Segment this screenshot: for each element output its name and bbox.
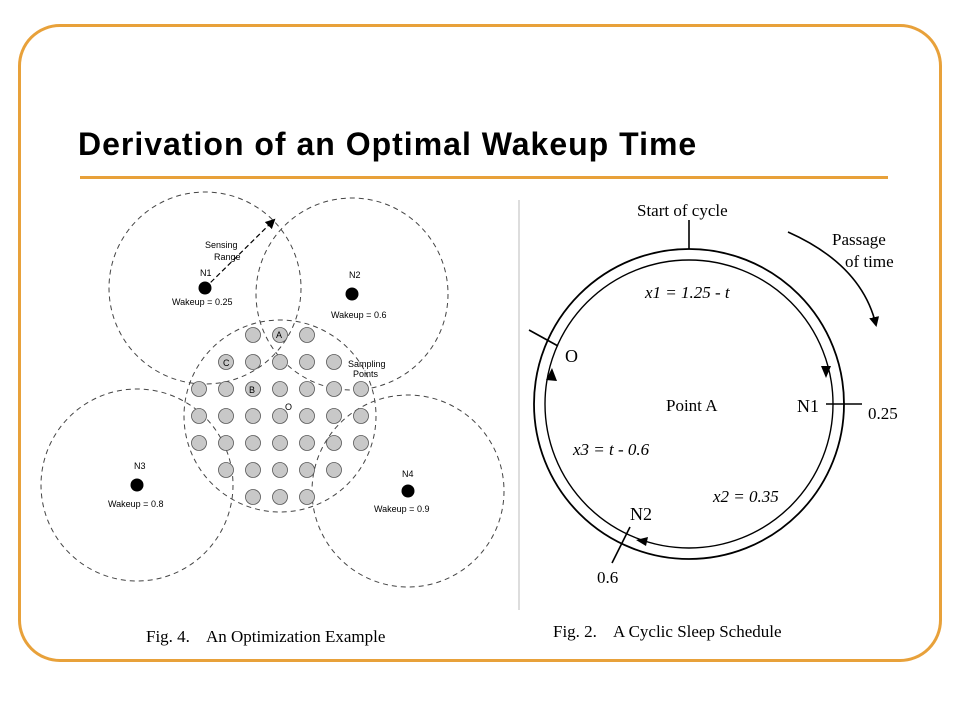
point-a-label: Point A bbox=[666, 396, 718, 415]
sampling-point bbox=[192, 436, 207, 451]
n2-node-label: N2 bbox=[630, 504, 652, 524]
sampling-point bbox=[219, 436, 234, 451]
sampling-point bbox=[273, 490, 288, 505]
sampling-point bbox=[246, 355, 261, 370]
sampling-point bbox=[327, 409, 342, 424]
sampling-point bbox=[300, 355, 315, 370]
node-dot-n2 bbox=[346, 288, 359, 301]
node-dot-n4 bbox=[402, 485, 415, 498]
point-label-o: O bbox=[285, 402, 293, 412]
fig2-diagram bbox=[519, 200, 898, 641]
sensing-range-label-2: Range bbox=[214, 252, 241, 262]
sampling-point bbox=[246, 490, 261, 505]
sampling-point bbox=[246, 436, 261, 451]
node-name-n4: N4 bbox=[402, 469, 414, 479]
n2-value-label: 0.6 bbox=[597, 568, 619, 587]
node-name-n1: N1 bbox=[200, 268, 212, 278]
sampling-point bbox=[192, 409, 207, 424]
sampling-point bbox=[300, 436, 315, 451]
sampling-point bbox=[354, 409, 369, 424]
node-wakeup-n1: Wakeup = 0.25 bbox=[172, 297, 233, 307]
sampling-points-label-1: Sampling bbox=[348, 359, 386, 369]
node-wakeup-n4: Wakeup = 0.9 bbox=[374, 504, 430, 514]
point-label-a: A bbox=[276, 330, 283, 340]
n2-tick bbox=[612, 527, 630, 563]
sampling-point bbox=[300, 490, 315, 505]
sampling-point bbox=[246, 409, 261, 424]
node-dot-n1 bbox=[199, 282, 212, 295]
sampling-point bbox=[219, 463, 234, 478]
n1-node-label: N1 bbox=[797, 396, 819, 416]
sampling-point bbox=[327, 355, 342, 370]
passage-label-1: Passage bbox=[832, 230, 886, 249]
slide-title: Derivation of an Optimal Wakeup Time bbox=[78, 126, 698, 162]
node-name-n2: N2 bbox=[349, 270, 361, 280]
node-name-n3: N3 bbox=[134, 461, 146, 471]
x2-equation: x2 = 0.35 bbox=[713, 487, 779, 506]
sampling-points-label-2: Points bbox=[353, 369, 379, 379]
sensing-range-label-1: Sensing bbox=[205, 240, 238, 250]
sampling-point bbox=[273, 463, 288, 478]
fig4-caption: Fig. 4. An Optimization Example bbox=[146, 627, 386, 646]
sampling-point bbox=[300, 463, 315, 478]
node-wakeup-n2: Wakeup = 0.6 bbox=[331, 310, 387, 320]
x3-equation: x3 = t - 0.6 bbox=[573, 440, 650, 459]
sampling-point bbox=[327, 382, 342, 397]
point-label-c: C bbox=[223, 358, 230, 368]
sampling-point bbox=[273, 382, 288, 397]
sampling-point bbox=[327, 463, 342, 478]
sampling-point bbox=[327, 436, 342, 451]
o-tick bbox=[529, 330, 558, 346]
sampling-point bbox=[219, 409, 234, 424]
x1-equation: x1 = 1.25 - t bbox=[645, 283, 730, 302]
sampling-point bbox=[192, 382, 207, 397]
node-wakeup-n3: Wakeup = 0.8 bbox=[108, 499, 164, 509]
sampling-point bbox=[246, 463, 261, 478]
o-node-label: O bbox=[565, 346, 578, 366]
node-dot-n3 bbox=[131, 479, 144, 492]
sampling-points-grid bbox=[192, 328, 369, 505]
sampling-point bbox=[219, 382, 234, 397]
sampling-point bbox=[300, 328, 315, 343]
n1-value-label: 0.25 bbox=[868, 404, 898, 423]
sampling-point bbox=[354, 382, 369, 397]
start-of-cycle-label: Start of cycle bbox=[637, 201, 728, 220]
sampling-point bbox=[273, 436, 288, 451]
sampling-point bbox=[246, 328, 261, 343]
point-label-b: B bbox=[249, 385, 256, 395]
passage-label-2: of time bbox=[845, 252, 894, 271]
sampling-point bbox=[354, 436, 369, 451]
fig2-caption: Fig. 2. A Cyclic Sleep Schedule bbox=[553, 622, 782, 641]
fig4-diagram bbox=[41, 192, 504, 646]
sampling-point bbox=[273, 355, 288, 370]
sampling-point bbox=[300, 409, 315, 424]
sampling-point bbox=[300, 382, 315, 397]
